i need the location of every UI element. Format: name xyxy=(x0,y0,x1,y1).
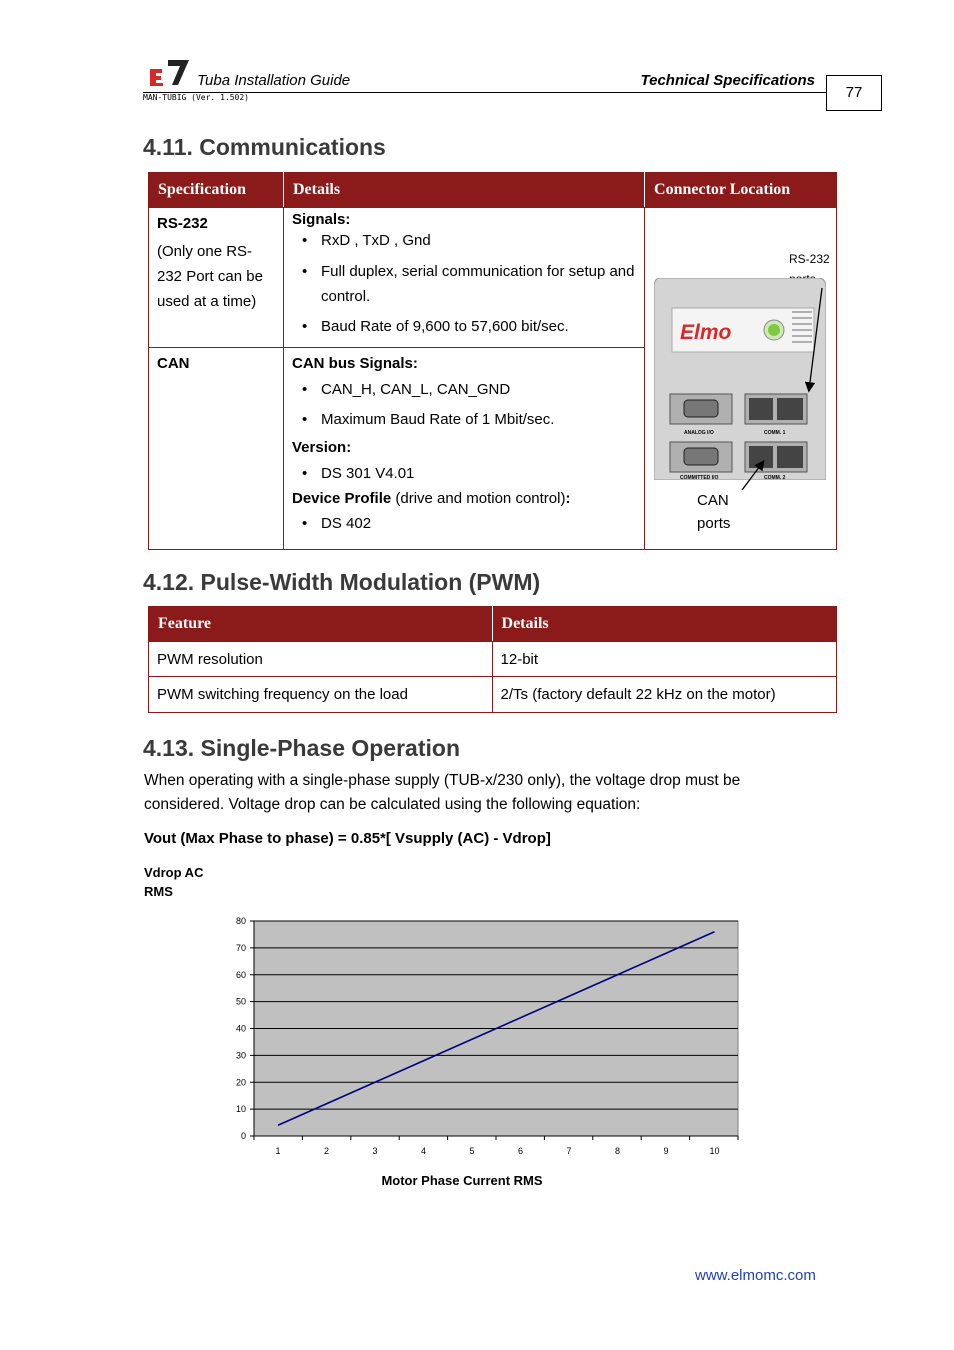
list-item: • RxD , TxD , Gnd xyxy=(292,230,636,252)
pwm-heading: 4.12. Pulse-Width Modulation (PWM) xyxy=(143,569,541,595)
chart-ylabel-2: RMS xyxy=(144,884,173,899)
paragraph-line: When operating with a single-phase supply (TUB-x/230 only), the voltage drop must be xyxy=(144,772,741,789)
y-tick-label: 80 xyxy=(235,916,246,926)
y-tick-label: 40 xyxy=(235,1023,246,1034)
rs232-note: (Only one RS-232 Port can be used at a time) xyxy=(157,243,263,310)
table-cell: PWM resolution xyxy=(149,642,493,677)
y-tick-label: 20 xyxy=(235,1077,246,1088)
can-profile-label: Device Profile xyxy=(292,490,392,507)
x-tick-label: 4 xyxy=(420,1146,427,1156)
col-details: Details xyxy=(492,607,836,642)
doc-code: MAN-TUBIG (Ver. 1.502) xyxy=(143,93,249,102)
communications-heading: 4.11. Communications xyxy=(143,134,386,160)
x-tick-label: 7 xyxy=(566,1146,572,1156)
rs232-name: RS-232 xyxy=(157,215,208,232)
port-label: COMM. 1 xyxy=(764,430,786,436)
table-cell: 12-bit xyxy=(492,642,836,677)
y-tick-label: 30 xyxy=(235,1050,246,1061)
col-connector-location: Connector Location xyxy=(645,173,837,208)
col-feature: Feature xyxy=(149,607,493,642)
can-signals-label: CAN bus Signals: xyxy=(292,355,418,372)
paragraph-line: considered. Voltage drop can be calculated using the following equation: xyxy=(144,796,641,813)
list-item: • DS 402 xyxy=(292,511,636,536)
x-tick-label: 2 xyxy=(323,1146,330,1156)
y-tick-label: 0 xyxy=(240,1131,246,1141)
website-link[interactable]: www.elmomc.com xyxy=(695,1267,816,1284)
x-tick-label: 1 xyxy=(275,1146,281,1156)
y-tick-label: 60 xyxy=(235,969,246,980)
x-tick-label: 3 xyxy=(372,1146,378,1156)
col-specification: Specification xyxy=(149,173,284,208)
chart-xlabel: Motor Phase Current RMS xyxy=(381,1173,543,1188)
can-ports-label-2: ports xyxy=(697,515,731,532)
x-tick-label: 9 xyxy=(663,1146,669,1156)
voltage-equation: Vout (Max Phase to phase) = 0.85*[ Vsupply (AC) - Vdrop] xyxy=(144,830,551,847)
x-tick-label: 10 xyxy=(709,1146,720,1156)
single-phase-heading: 4.13. Single-Phase Operation xyxy=(143,735,460,761)
port-label: ANALOG I/O xyxy=(684,430,714,436)
y-tick-label: 50 xyxy=(235,996,246,1007)
list-item: • Maximum Baud Rate of 1 Mbit/sec. xyxy=(292,407,636,432)
x-tick-label: 5 xyxy=(469,1146,475,1156)
doc-title: Tuba Installation Guide xyxy=(197,72,351,89)
brand-label: Elmo xyxy=(680,321,732,344)
can-name: CAN xyxy=(157,355,190,372)
port-label: COMM. 2 xyxy=(764,475,786,480)
col-details: Details xyxy=(284,173,645,208)
section-title: Technical Specifications xyxy=(640,72,815,89)
rs232-ports-label: RS-232 xyxy=(789,252,830,266)
port-label: COMMITTED I/O xyxy=(680,475,719,480)
can-version-label: Version: xyxy=(292,439,352,456)
table-cell: 2/Ts (factory default 22 kHz on the motor) xyxy=(492,677,836,713)
list-item: • CAN_H, CAN_L, CAN_GND xyxy=(292,377,636,402)
x-tick-label: 6 xyxy=(517,1146,524,1156)
chart-ylabel: Vdrop AC xyxy=(144,865,204,880)
x-tick-label: 8 xyxy=(614,1146,621,1156)
list-item: • DS 301 V4.01 xyxy=(292,461,636,486)
rs232-signals-label: Signals: xyxy=(292,211,351,228)
can-profile-rest: (drive and motion control) xyxy=(391,490,566,507)
can-ports-label: CAN xyxy=(697,492,729,509)
can-profile-colon: : xyxy=(565,490,571,507)
y-tick-label: 10 xyxy=(235,1104,246,1115)
list-item: • Full duplex, serial communication for setup and control. xyxy=(292,259,636,309)
table-cell: PWM switching frequency on the load xyxy=(149,677,493,713)
list-item: • Baud Rate of 9,600 to 57,600 bit/sec. xyxy=(292,314,636,339)
y-tick-label: 70 xyxy=(235,942,246,953)
page-number: 77 xyxy=(826,75,882,111)
